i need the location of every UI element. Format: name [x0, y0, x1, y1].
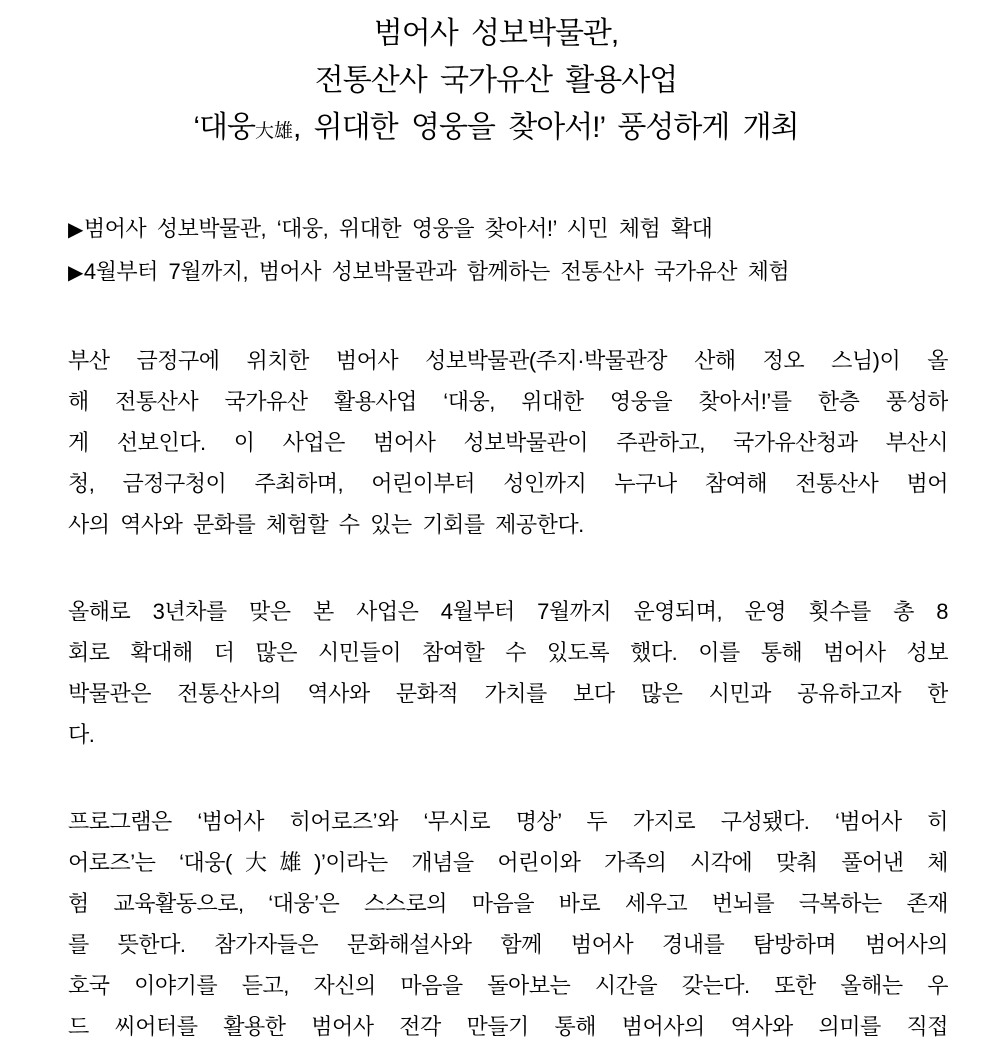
summary-bullets	[68, 208, 948, 294]
title-line-1: 범어사 성보박물관,	[373, 17, 619, 50]
body-line: 해 전통산사 국가유산 활용사업 ‘대웅, 위대한 영웅을 찾아서!’를 한층 풍성하	[68, 389, 948, 414]
body-line: 사의 역사와 문화를 체험할 수 있는 기회를 제공한다.	[68, 512, 584, 537]
body-line: 다.	[68, 722, 95, 747]
body-line: 회로 확대해 더 많은 시민들이 참여할 수 있도록 했다. 이를 통해 범어사 성보	[68, 640, 948, 665]
body-line: 드 씨어터를 활용한 범어사 전각 만들기 통해 범어사의 역사와 의미를 직접	[68, 1014, 948, 1039]
paragraph-3	[68, 801, 948, 1047]
body-line: 올해로 3년차를 맞은 본 사업은 4월부터 7월까지 운영되며, 운영 횟수를 총 8	[68, 599, 948, 624]
bullet-text-2: 4월부터 7월까지, 범어사 성보박물관과 함께하는 전통산사 국가유산 체험	[83, 259, 790, 284]
title-line-3	[0, 104, 992, 155]
title-line-3-post: , 위대한 영웅을 찾아서!’ 풍성하게 개최	[293, 111, 799, 144]
paragraph-2	[68, 591, 948, 755]
body-line: 게 선보인다. 이 사업은 범어사 성보박물관이 주관하고, 국가유산청과 부산시	[68, 430, 948, 455]
bullet-line-1	[68, 208, 948, 251]
paragraph-1	[68, 340, 948, 545]
triangle-bullet-icon: ▶	[68, 262, 83, 284]
body-line: 험 교육활동으로, ‘대웅’은 스스로의 마음을 바로 세우고 번뇌를 극복하는 존재	[68, 891, 948, 916]
body-line: 청, 금정구청이 주최하며, 어린이부터 성인까지 누구나 참여해 전통산사 범어	[68, 471, 948, 496]
title-line-3-pre: ‘대웅	[193, 111, 255, 144]
body-line: 를 뜻한다. 참가자들은 문화해설사와 함께 범어사 경내를 탐방하며 범어사의	[68, 932, 948, 957]
body-line: 호국 이야기를 듣고, 자신의 마음을 돌아보는 시간을 갖는다. 또한 올해는 우	[68, 973, 948, 998]
document-title	[0, 0, 992, 155]
body-line: 어로즈’는 ‘대웅(大雄)’이라는 개념을 어린이와 가족의 시각에 맞춰 풀어낸 체	[68, 850, 948, 875]
title-line-2: 전통산사 국가유산 활용사업	[314, 64, 678, 97]
bullet-text-1: 범어사 성보박물관, ‘대웅, 위대한 영웅을 찾아서!’ 시민 체험 확대	[83, 216, 713, 241]
body-line: 박물관은 전통산사의 역사와 문화적 가치를 보다 많은 시민과 공유하고자 한	[68, 681, 948, 706]
title-hanja: 大雄	[255, 121, 294, 142]
bullet-line-2	[68, 251, 948, 294]
document-body	[68, 208, 948, 1047]
triangle-bullet-icon: ▶	[68, 219, 83, 241]
body-line: 프로그램은 ‘범어사 히어로즈’와 ‘무시로 명상’ 두 가지로 구성됐다. ‘범어사 히	[68, 809, 948, 834]
body-line: 부산 금정구에 위치한 범어사 성보박물관(주지·박물관장 산해 정오 스님)이 올	[68, 348, 948, 373]
